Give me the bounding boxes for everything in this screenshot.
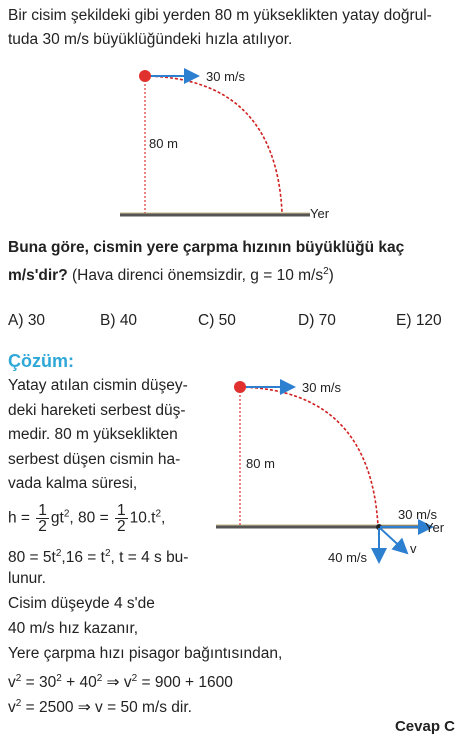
solution-line: vada kalma süresi, — [8, 475, 138, 492]
ground-label: Yer — [310, 206, 330, 221]
prompt-line-2 — [8, 260, 460, 288]
eq-part: v — [8, 674, 16, 692]
vy-label: 40 m/s — [328, 550, 368, 565]
v-label: v — [410, 541, 417, 556]
figure-2 — [210, 372, 462, 572]
eq-part: v — [8, 699, 16, 717]
question-prompt — [8, 236, 460, 288]
option-value: 30 — [27, 312, 46, 329]
solution-line: deki hareketi serbest düş- — [8, 401, 186, 419]
superscript: 2 — [96, 673, 103, 684]
option-e[interactable] — [396, 312, 442, 330]
prompt-note-end: ) — [328, 267, 334, 285]
ground-label: Yer — [425, 520, 445, 535]
superscript: 2 — [15, 698, 22, 709]
velocity-label: 30 m/s — [206, 69, 246, 84]
equation-3: lunur. — [8, 570, 46, 587]
answer-label: Cevap C — [394, 718, 455, 735]
option-c[interactable] — [198, 312, 236, 330]
question-text — [8, 4, 460, 52]
solution-line-4: Cisim düşeyde 4 s'de — [8, 595, 155, 612]
superscript: 2 — [131, 673, 138, 684]
fraction-half — [36, 503, 49, 534]
vx-label: 30 m/s — [398, 507, 438, 522]
velocity-label: 30 m/s — [302, 380, 342, 395]
height-label: 80 m — [246, 456, 275, 471]
ball — [234, 381, 246, 393]
question-line-2: tuda 30 m/s büyüklüğündeki hızla atılıyor. — [8, 31, 293, 48]
solution-line-6: Yere çarpma hızı pisagor bağıntısından, — [8, 645, 283, 662]
eq-rhs: gt — [50, 509, 64, 527]
equation-result — [8, 692, 308, 721]
solution-line: Yatay atılan cismin düşey- — [8, 377, 188, 394]
option-value: 120 — [415, 312, 442, 329]
prompt-line-1: Buna göre, cismin yere çarpma hızının büyüklüğü kaç — [8, 239, 405, 256]
eq-lhs: h = — [8, 509, 30, 527]
prompt-note: (Hava direnci önemsizdir, g = 10 m/s — [67, 267, 324, 285]
equation-1: h = $\frac{1}{2}$ $gt^2$, 80 = $\frac{1}{2}$ $10.t^2$, — [8, 502, 166, 535]
prompt-bold-end: m/s'dir? — [8, 267, 68, 285]
superscript: 2 — [56, 673, 62, 684]
figure-1 — [110, 60, 340, 225]
option-value: 50 — [218, 312, 236, 329]
option-a[interactable] — [8, 312, 45, 330]
eq-part: ,16 = t — [61, 549, 105, 567]
fraction-numerator: 1 — [116, 502, 126, 519]
option-letter: C) — [198, 312, 215, 329]
solution-paragraph — [8, 374, 223, 497]
option-letter: D) — [298, 312, 315, 329]
height-label: 80 m — [149, 136, 178, 151]
eq-mid: , 80 = — [69, 509, 109, 527]
fraction-denominator: 2 — [38, 518, 47, 535]
superscript: 2 — [15, 673, 22, 684]
solution-line: serbest düşen cismin ha- — [8, 450, 181, 468]
option-letter: A) — [8, 312, 24, 329]
question-line-1: Bir cisim şekildeki gibi yerden 80 m yükseklikten yatay doğrul- — [8, 7, 432, 24]
eq-part: = 2500 ⇒ v = 50 m/s dir. — [21, 699, 192, 717]
fraction-numerator: 1 — [38, 502, 47, 519]
option-value: 70 — [318, 312, 336, 329]
solution-line-5: 40 m/s hız kazanır, — [8, 620, 139, 637]
eq-rhs-2: 10.t — [129, 509, 156, 527]
superscript: 2 — [104, 548, 111, 559]
solution-line: medir. 80 m yükseklikten — [8, 426, 178, 443]
solution-heading: Çözüm: — [8, 351, 74, 371]
option-letter: B) — [100, 312, 116, 329]
fraction-denominator: 2 — [116, 518, 126, 535]
eq-part: 80 = 5t — [8, 549, 56, 567]
prompt-note-sup: 2 — [323, 266, 329, 277]
superscript: 2 — [155, 508, 161, 520]
superscript: 2 — [63, 508, 70, 520]
ball — [139, 70, 151, 82]
option-b[interactable] — [100, 312, 137, 330]
option-d[interactable] — [298, 312, 336, 330]
fraction-half-2 — [115, 503, 128, 534]
eq-part: ⇒ v — [102, 674, 132, 692]
eq-part: + 40 — [61, 674, 97, 692]
eq-part: = 30 — [21, 674, 57, 692]
v-arrow — [380, 528, 407, 553]
eq-part: , t = 4 s bu- — [110, 549, 189, 567]
option-letter: E) — [396, 312, 412, 329]
eq-part: = 900 + 1600 — [137, 674, 233, 692]
option-value: 40 — [119, 312, 138, 329]
superscript: 2 — [55, 548, 62, 559]
